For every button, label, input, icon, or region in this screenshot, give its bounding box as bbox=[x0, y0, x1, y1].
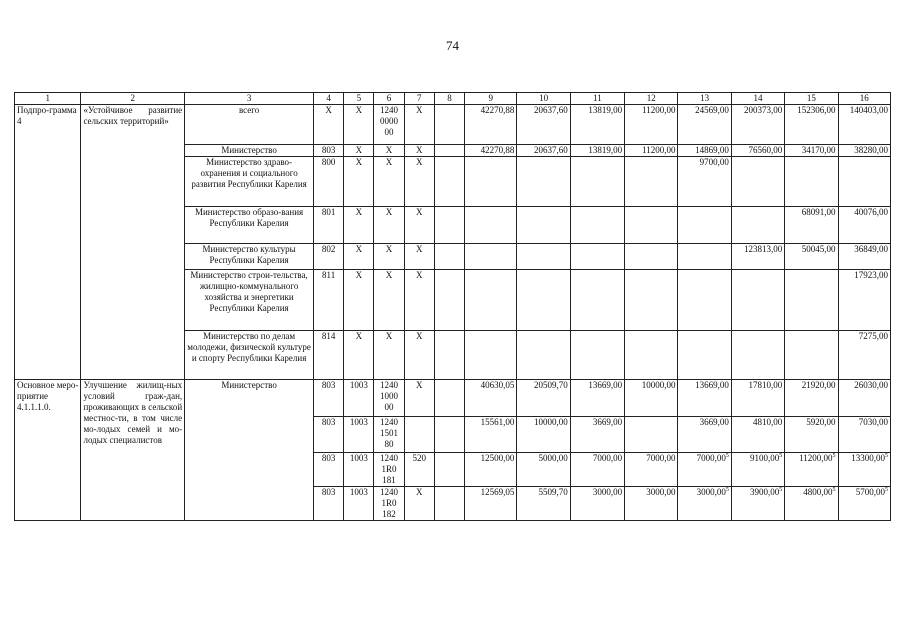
col-header: 16 bbox=[838, 93, 890, 105]
value-cell: 13819,00 bbox=[570, 145, 624, 157]
table-cell: 1240 1000 00 bbox=[374, 380, 404, 417]
table-cell: Х bbox=[344, 331, 374, 380]
value-cell bbox=[731, 157, 784, 207]
table-cell: 803 bbox=[314, 417, 344, 453]
table-cell: 1003 bbox=[344, 486, 374, 520]
table-cell bbox=[434, 157, 464, 207]
table-cell: Х bbox=[344, 244, 374, 270]
table-cell: 801 bbox=[314, 207, 344, 244]
activity-name-cell: Улучшение жилищ-ных условий граж-дан, проживающих в сельской местнос-ти, в том числе мо-лодых семей и мо-лодых специалистов bbox=[81, 380, 185, 521]
value-cell: 36849,00 bbox=[838, 244, 890, 270]
table-cell bbox=[404, 417, 434, 453]
col-header: 2 bbox=[81, 93, 185, 105]
table-cell: 1003 bbox=[344, 417, 374, 453]
table-cell: 1240 0000 00 bbox=[374, 105, 404, 145]
table-cell: Х bbox=[404, 380, 434, 417]
value-cell: 13669,00 bbox=[678, 380, 731, 417]
value-cell: 17923,00 bbox=[838, 270, 890, 331]
table-cell bbox=[434, 331, 464, 380]
value-cell bbox=[731, 331, 784, 380]
value-cell: 14869,00 bbox=[678, 145, 731, 157]
table-cell: Х bbox=[404, 157, 434, 207]
executor-cell: Министерство культуры Республики Карелия bbox=[185, 244, 314, 270]
value-cell: 7000,00 bbox=[625, 453, 678, 487]
value-cell: 10000,00 bbox=[517, 417, 570, 453]
table-cell bbox=[434, 207, 464, 244]
value-cell: 4800,00$^5$ bbox=[785, 486, 838, 520]
table-cell: Х bbox=[344, 145, 374, 157]
value-cell: 20509,70 bbox=[517, 380, 570, 417]
value-cell: 5509,70 bbox=[517, 486, 570, 520]
value-cell bbox=[570, 331, 624, 380]
value-cell: 140403,00 bbox=[838, 105, 890, 145]
col-header: 1 bbox=[15, 93, 81, 105]
table-cell bbox=[434, 417, 464, 453]
table-cell: 1240 1R0 181 bbox=[374, 453, 404, 487]
value-cell: 200373,00 bbox=[731, 105, 784, 145]
table-cell bbox=[434, 453, 464, 487]
table-cell: 800 bbox=[314, 157, 344, 207]
table-cell bbox=[434, 105, 464, 145]
budget-table bbox=[14, 92, 891, 521]
value-cell: 3669,00 bbox=[678, 417, 731, 453]
table-cell: 1003 bbox=[344, 453, 374, 487]
col-header: 13 bbox=[678, 93, 731, 105]
executor-cell: Министерство строи-тельства, жилищно-коммунального хозяйства и энергетики Республики Карелия bbox=[185, 270, 314, 331]
value-cell bbox=[465, 270, 517, 331]
value-cell: 40076,00 bbox=[838, 207, 890, 244]
value-cell: 9100,00$^5$ bbox=[731, 453, 784, 487]
table-cell: 1240 1501 80 bbox=[374, 417, 404, 453]
col-header: 10 bbox=[517, 93, 570, 105]
table-cell: 1003 bbox=[344, 380, 374, 417]
value-cell bbox=[838, 157, 890, 207]
col-header: 12 bbox=[625, 93, 678, 105]
value-cell bbox=[465, 331, 517, 380]
value-cell: 5700,00$^5$ bbox=[838, 486, 890, 520]
table-cell: Х bbox=[344, 270, 374, 331]
table-cell: Х bbox=[404, 207, 434, 244]
value-cell: 34170,00 bbox=[785, 145, 838, 157]
table-cell: Х bbox=[404, 244, 434, 270]
value-cell bbox=[570, 157, 624, 207]
value-cell bbox=[678, 331, 731, 380]
value-cell: 20637,60 bbox=[517, 145, 570, 157]
col-header: 11 bbox=[570, 93, 624, 105]
table-cell: Х bbox=[374, 244, 404, 270]
value-cell bbox=[517, 244, 570, 270]
value-cell: 12500,00 bbox=[465, 453, 517, 487]
page-number: 74 bbox=[446, 38, 459, 53]
table-cell: Х bbox=[374, 331, 404, 380]
value-cell bbox=[570, 244, 624, 270]
table-cell: Х bbox=[404, 331, 434, 380]
value-cell: 20637,60 bbox=[517, 105, 570, 145]
value-cell: 11200,00 bbox=[625, 105, 678, 145]
table-cell bbox=[434, 380, 464, 417]
value-cell bbox=[517, 157, 570, 207]
table-cell: Х bbox=[344, 105, 374, 145]
executor-cell: Министерство образо-вания Республики Карелия bbox=[185, 207, 314, 244]
value-cell: 7275,00 bbox=[838, 331, 890, 380]
table-row bbox=[15, 105, 891, 145]
value-cell: 12569,05 bbox=[465, 486, 517, 520]
table-cell: Х bbox=[404, 145, 434, 157]
value-cell: 13300,00$^5$ bbox=[838, 453, 890, 487]
table-cell bbox=[434, 486, 464, 520]
value-cell bbox=[517, 270, 570, 331]
value-cell: 42270,88 bbox=[465, 145, 517, 157]
program-name-cell: «Устойчивое развитие сельских территорий» bbox=[81, 105, 185, 380]
table-cell: 803 bbox=[314, 380, 344, 417]
value-cell: 3000,00 bbox=[570, 486, 624, 520]
table-cell: Х bbox=[404, 105, 434, 145]
col-header: 4 bbox=[314, 93, 344, 105]
value-cell: 38280,00 bbox=[838, 145, 890, 157]
value-cell bbox=[465, 244, 517, 270]
value-cell: 76560,00 bbox=[731, 145, 784, 157]
col-header: 9 bbox=[465, 93, 517, 105]
table-cell: 802 bbox=[314, 244, 344, 270]
value-cell: 7030,00 bbox=[838, 417, 890, 453]
value-cell: 3900,00$^5$ bbox=[731, 486, 784, 520]
value-cell: 68091,00 bbox=[785, 207, 838, 244]
col-header: 5 bbox=[344, 93, 374, 105]
value-cell bbox=[785, 331, 838, 380]
table-cell: 803 bbox=[314, 145, 344, 157]
table-cell: 803 bbox=[314, 453, 344, 487]
value-cell bbox=[517, 331, 570, 380]
table-cell: 520 bbox=[404, 453, 434, 487]
value-cell bbox=[678, 207, 731, 244]
table-cell: Х bbox=[404, 486, 434, 520]
value-cell bbox=[625, 270, 678, 331]
table-cell: 811 bbox=[314, 270, 344, 331]
value-cell bbox=[625, 157, 678, 207]
value-cell bbox=[678, 270, 731, 331]
value-cell bbox=[570, 207, 624, 244]
header-row bbox=[15, 93, 891, 105]
value-cell: 13819,00 bbox=[570, 105, 624, 145]
value-cell: 50045,00 bbox=[785, 244, 838, 270]
value-cell: 3000,00 bbox=[625, 486, 678, 520]
value-cell bbox=[731, 270, 784, 331]
table-cell: Х bbox=[344, 157, 374, 207]
executor-cell: Министерство здраво-охранения и социального развития Республики Карелия bbox=[185, 157, 314, 207]
value-cell: 152306,00 bbox=[785, 105, 838, 145]
col-header: 3 bbox=[185, 93, 314, 105]
table-cell: Х bbox=[344, 207, 374, 244]
table-cell: Х bbox=[314, 105, 344, 145]
executor-cell: Министерство bbox=[185, 380, 314, 521]
value-cell: 11200,00 bbox=[625, 145, 678, 157]
value-cell: 15561,00 bbox=[465, 417, 517, 453]
value-cell: 11200,00$^5$ bbox=[785, 453, 838, 487]
value-cell bbox=[625, 244, 678, 270]
value-cell: 5920,00 bbox=[785, 417, 838, 453]
value-cell bbox=[465, 207, 517, 244]
value-cell: 40630,05 bbox=[465, 380, 517, 417]
value-cell bbox=[570, 270, 624, 331]
value-cell: 9700,00 bbox=[678, 157, 731, 207]
value-cell: 21920,00 bbox=[785, 380, 838, 417]
table-cell: Х bbox=[374, 207, 404, 244]
value-cell: 3669,00 bbox=[570, 417, 624, 453]
value-cell: 123813,00 bbox=[731, 244, 784, 270]
table-row bbox=[15, 380, 891, 417]
executor-cell: Министерство по делам молодежи, физической культуре и спорту Республики Карелия bbox=[185, 331, 314, 380]
value-cell bbox=[731, 207, 784, 244]
table-cell: 803 bbox=[314, 486, 344, 520]
col-header: 7 bbox=[404, 93, 434, 105]
value-cell bbox=[625, 417, 678, 453]
executor-cell: всего bbox=[185, 105, 314, 145]
value-cell: 42270,88 bbox=[465, 105, 517, 145]
col-header: 8 bbox=[434, 93, 464, 105]
value-cell: 5000,00 bbox=[517, 453, 570, 487]
value-cell: 7000,00 bbox=[570, 453, 624, 487]
value-cell bbox=[625, 331, 678, 380]
value-cell bbox=[785, 270, 838, 331]
value-cell bbox=[517, 207, 570, 244]
value-cell: 10000,00 bbox=[625, 380, 678, 417]
value-cell: 4810,00 bbox=[731, 417, 784, 453]
table-cell bbox=[434, 145, 464, 157]
value-cell bbox=[465, 157, 517, 207]
table-cell: Х bbox=[374, 145, 404, 157]
value-cell bbox=[625, 207, 678, 244]
col-header: 6 bbox=[374, 93, 404, 105]
value-cell bbox=[785, 157, 838, 207]
table-cell: Х bbox=[404, 270, 434, 331]
value-cell: 17810,00 bbox=[731, 380, 784, 417]
value-cell bbox=[678, 244, 731, 270]
value-cell: 26030,00 bbox=[838, 380, 890, 417]
value-cell: 3000,00$^5$ bbox=[678, 486, 731, 520]
table-cell: 814 bbox=[314, 331, 344, 380]
table-cell bbox=[434, 244, 464, 270]
program-cell: Подпро-грамма 4 bbox=[15, 105, 81, 380]
executor-cell: Министерство bbox=[185, 145, 314, 157]
value-cell: 24569,00 bbox=[678, 105, 731, 145]
table-cell: Х bbox=[374, 270, 404, 331]
col-header: 15 bbox=[785, 93, 838, 105]
value-cell: 7000,00$^5$ bbox=[678, 453, 731, 487]
table-cell: Х bbox=[374, 157, 404, 207]
activity-cell: Основное меро-приятие 4.1.1.1.0. bbox=[15, 380, 81, 521]
value-cell: 13669,00 bbox=[570, 380, 624, 417]
table-cell bbox=[434, 270, 464, 331]
table-cell: 1240 1R0 182 bbox=[374, 486, 404, 520]
col-header: 14 bbox=[731, 93, 784, 105]
